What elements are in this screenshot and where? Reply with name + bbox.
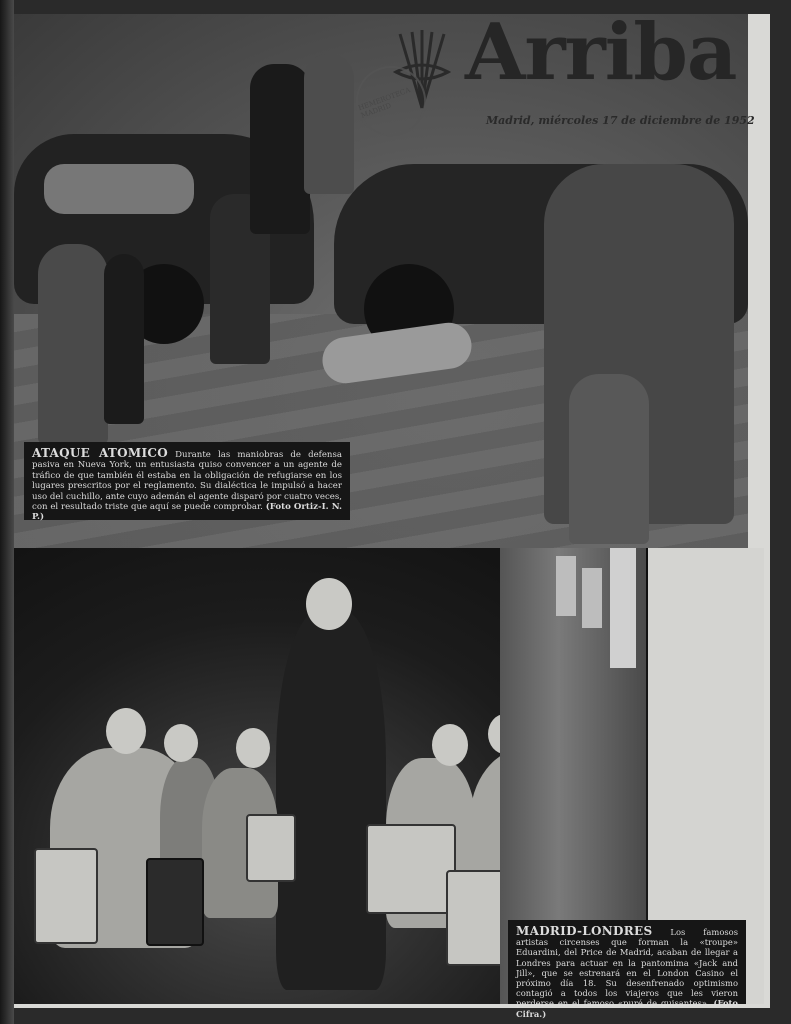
- officer-left: [104, 254, 144, 424]
- top-caption-credit: (Foto Ortiz-I. N. P.): [32, 502, 342, 523]
- bottom-caption-text: Los famosos artistas circenses que forman la «troupe» Eduardini, del Price de Madrid, acaban de llegar a Londres para actuar en la pantomima «Jack and Jill», que se estrenará en el London Casino el próximo día 18. Su desenfrenado optimismo contagió a todos los viajeros que les vieron perderse en el famoso «puré de guisantes».: [516, 927, 738, 1009]
- performer-1-face: [106, 708, 146, 754]
- performer-2-face: [164, 724, 198, 762]
- tall-man-face: [306, 578, 352, 630]
- suitcase-left: [34, 848, 98, 944]
- top-caption-text: Durante las maniobras de defensa pasiva en Nueva York, un entusiasta quiso convencer a un agente de tráfico de que también él estaba en la obligación de refugiarse en los lugares prescritos por el reglamento. Su dialéctica le impulsó a hacer uso del cuchillo, ante cuyo ademán el agente disparó por cuatro veces, con el resultado triste que aquí se puede comprobar.: [32, 450, 343, 513]
- train-window: [556, 556, 576, 616]
- suitcase-small: [246, 814, 296, 882]
- top-caption-heading: ATAQUE ATOMICO: [32, 446, 169, 460]
- left-car-window: [44, 164, 194, 214]
- train-window: [582, 568, 602, 628]
- policeman-left: [38, 244, 108, 444]
- train-door: [610, 548, 636, 668]
- masthead-date: Madrid, miércoles 17 de diciembre de 1952: [486, 114, 755, 127]
- bottom-caption-credit: (Foto Cifra.): [516, 998, 738, 1019]
- suitcase-pair: [366, 824, 456, 914]
- page-binding-edge: [0, 0, 14, 1024]
- top-photo-caption: [24, 442, 350, 523]
- performer-3-face: [236, 728, 270, 768]
- bottom-caption-heading: MADRID-LONDRES: [516, 924, 653, 938]
- suitcase-dark: [146, 858, 204, 946]
- man-in-coat: [304, 54, 354, 194]
- suitcase-right: [446, 870, 506, 966]
- policeman-center: [250, 64, 310, 234]
- masthead-title: Arriba: [465, 7, 737, 98]
- bottom-photo-caption: [508, 920, 746, 1019]
- man-foreground: [569, 374, 649, 544]
- tall-man: [276, 610, 386, 990]
- performer-4-face: [432, 724, 468, 766]
- library-stamp: HEMEROTECA MADRID: [346, 56, 436, 146]
